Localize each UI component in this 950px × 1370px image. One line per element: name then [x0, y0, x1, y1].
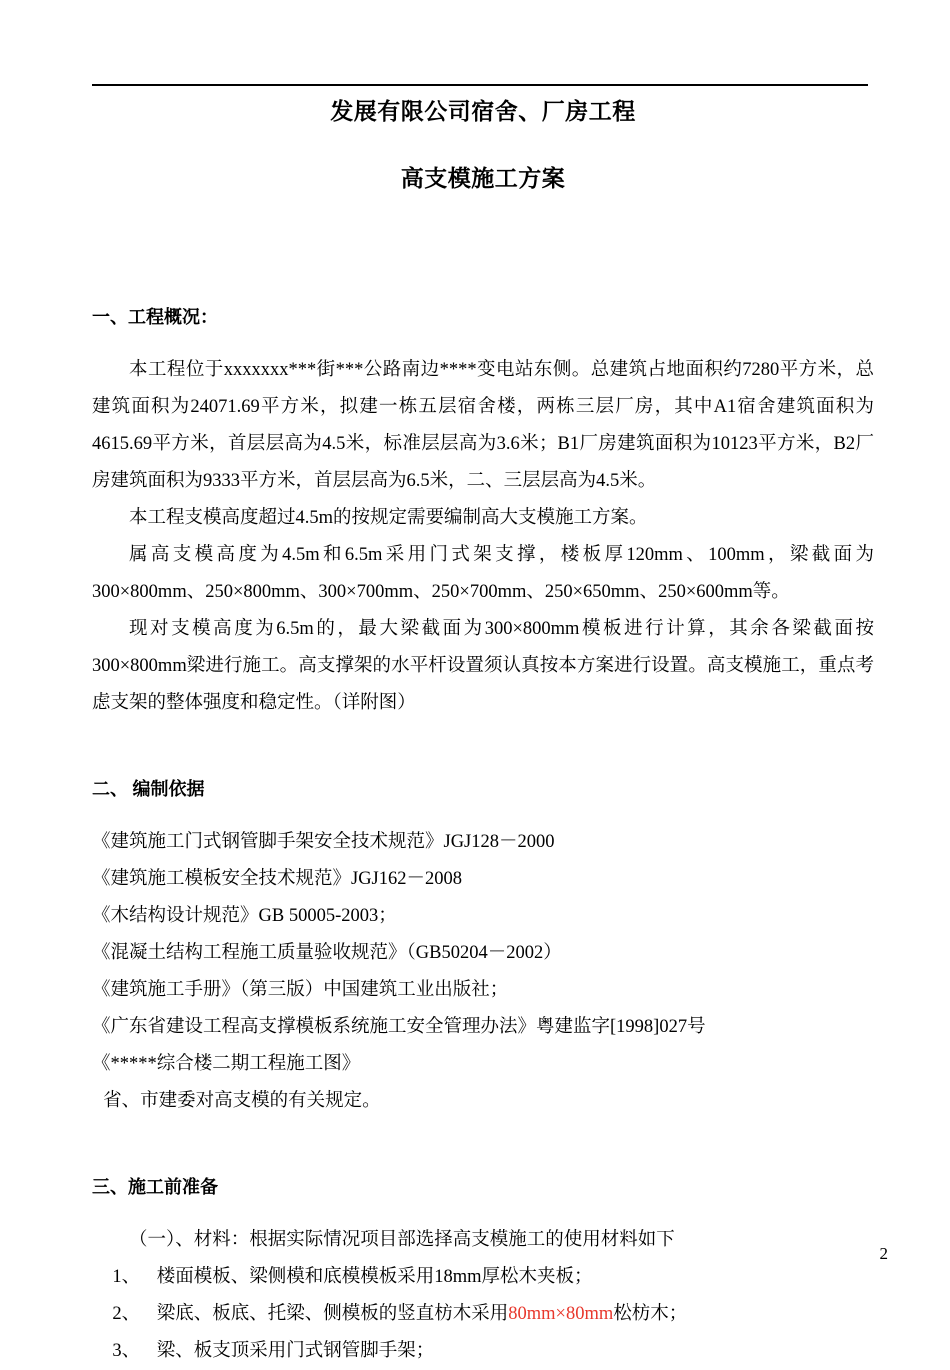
list-item-text: 梁底、板底、托梁、侧模板的竖直枋木采用	[156, 1304, 509, 1324]
page-number: 2	[879, 1244, 888, 1263]
list-item	[92, 1333, 874, 1370]
spacer	[92, 1196, 874, 1222]
header-divider-rule	[92, 84, 868, 86]
list-item-number: 1、	[112, 1267, 141, 1287]
document-content	[92, 96, 874, 1370]
list-item	[92, 1259, 874, 1296]
paragraph-formwork-height-rule: 本工程支模高度超过4.5m的按规定需要编制高大支模施工方案。	[129, 508, 648, 528]
page-title: 发展有限公司宿舍、厂房工程	[330, 99, 636, 124]
subsection-materials: （一）、材料：根据实际情况项目部选择高支模施工的使用材料如下	[129, 1230, 675, 1250]
paragraph-beam-sections: 属高支模高度为4.5m和6.5m采用门式架支撑，楼板厚120mm、100mm，梁截面为300×800mm、250×800mm、300×700mm、250×700mm、250×650mm、250×600mm等。	[92, 545, 874, 602]
list-item-number: 2、	[112, 1304, 141, 1324]
reference-item: 《*****综合楼二期工程施工图》	[92, 1054, 361, 1074]
section-heading-preparation: 三、施工前准备	[92, 1177, 218, 1197]
list-item-text: 梁、板支顶采用门式钢管脚手架；	[156, 1341, 435, 1361]
page-subtitle: 高支模施工方案	[400, 166, 566, 191]
reference-item: 《建筑施工门式钢管脚手架安全技术规范》JGJ128－2000	[92, 832, 555, 852]
spacer	[92, 266, 874, 308]
reference-closing-note: 省、市建委对高支模的有关规定。	[103, 1091, 381, 1111]
spacer	[92, 190, 874, 266]
reference-item: 《建筑施工手册》（第三版）中国建筑工业出版社；	[92, 980, 509, 1000]
spacer	[92, 722, 874, 780]
spacer	[92, 798, 874, 824]
reference-item: 《木结构设计规范》GB 50005-2003；	[92, 906, 397, 926]
highlighted-dimension: 80mm×80mm	[508, 1304, 614, 1324]
reference-item: 《建筑施工模板安全技术规范》JGJ162－2008	[92, 869, 463, 889]
spacer	[92, 326, 874, 352]
reference-item: 《混凝土结构工程施工质量验收规范》（GB50204－2002）	[92, 943, 562, 963]
section-heading-overview: 一、工程概况：	[92, 307, 218, 327]
spacer	[92, 1120, 874, 1178]
list-item-text-tail: 松枋木；	[613, 1304, 688, 1324]
list-item-number: 3、	[112, 1341, 141, 1361]
paragraph-calculation-basis: 现对支模高度为6.5m的，最大梁截面为300×800mm模板进行计算，其余各梁截面按300×800mm梁进行施工。高支撑架的水平杆设置须认真按本方案进行设置。高支模施工，重点考虑支架的整体强度和稳定性。（详附图）	[92, 619, 874, 713]
list-item-text: 楼面模板、梁侧模和底模模板采用18mm厚松木夹板；	[156, 1267, 593, 1287]
paragraph-project-overview: 本工程位于xxxxxxx***街***公路南边****变电站东侧。总建筑占地面积约7280平方米，总建筑面积为24071.69平方米，拟建一栋五层宿舍楼，两栋三层厂房，其中A1宿舍建筑面积为4615.69平方米，首层层高为4.5米，标准层层高为3.6米；B1厂房建筑面积为10123平方米，B2厂房建筑面积为9333平方米，首层层高为6.5米，二、三层层高为4.5米。	[92, 360, 874, 491]
reference-item: 《广东省建设工程高支撑模板系统施工安全管理办法》粤建监字[1998]027号	[92, 1017, 706, 1037]
list-item	[92, 1296, 874, 1333]
section-heading-basis: 二、 编制依据	[92, 779, 205, 799]
